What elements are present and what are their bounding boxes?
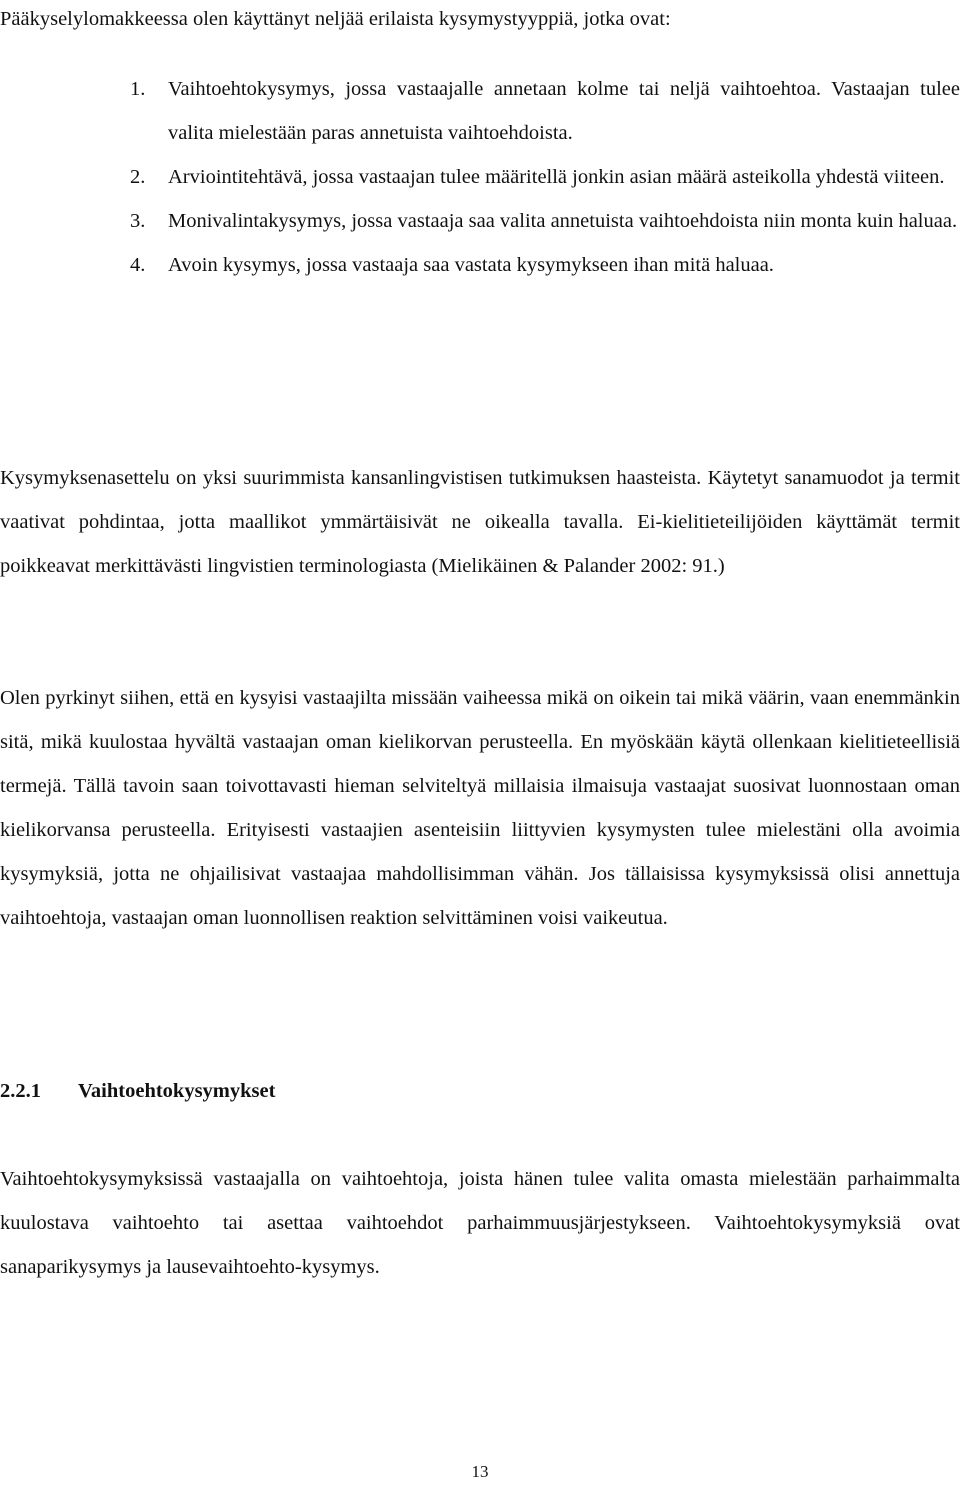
intro-text: Pääkyselylomakkeessa olen käyttänyt neljää erilaista kysymystyyppiä, jotka ovat: [0,8,671,30]
list-item-number: 4. [130,254,146,276]
section-number: 2.2.1 [0,1080,41,1102]
list-item-number: 3. [130,210,146,232]
list-item-text: Monivalintakysymys, jossa vastaaja saa valita annetuista vaihtoehdoista niin monta kuin haluaa. [168,210,958,232]
list-item [0,67,960,155]
list-item-text: Avoin kysymys, jossa vastaaja saa vastata kysymykseen ihan mitä haluaa. [168,254,774,276]
section-heading [0,1069,960,1113]
question-type-list [0,67,960,287]
page-number: 13 [471,1462,489,1481]
paragraph-question-design: Kysymyksenasettelu on yksi suurimmista kansanlingvistisen tutkimuksen haasteista. Käytetyt sanamuodot ja termit vaativat pohdintaa, jotta maallikot ymmärtäisivät ne oikealla tavalla. Ei-kielitieteilijöiden käyttämät termit poikkeavat merkittävästi lingvistien terminologiasta (Mielikäinen & Palander 2002: 91.) [0,467,960,577]
list-item-number: 2. [130,166,146,188]
list-item [0,243,960,287]
paragraph-method: Olen pyrkinyt siihen, että en kysyisi vastaajilta missään vaiheessa mikä on oikein tai mikä väärin, vaan enemmänkin sitä, mikä kuulostaa hyvältä vastaajan oman kielikorvan perusteella. En myöskään käytä ollenkaan kielitieteellisiä termejä. Tällä tavoin saan toivottavasti hieman selviteltyä millaisia ilmaisuja vastaajat suosivat luonnostaan oman kielikorvansa perusteella. Erityisesti vastaajien asenteisiin liittyvien kysymysten tulee mielestäni olla avoimia kysymyksiä, jotta ne ohjailisivat vastaajaa mahdollisimman vähän. Jos tällaisissa kysymyksissä olisi annettuja vaihtoehtoja, vastaajan oman luonnollisen reaktion selvittäminen voisi vaikeutua. [0,687,960,929]
list-item-text: Vaihtoehtokysymys, jossa vastaajalle annetaan kolme tai neljä vaihtoehtoa. Vastaajan tulee valita mielestään paras annetuista vaihtoehdoista. [168,78,960,144]
list-item [0,155,960,199]
section-title: Vaihtoehtokysymykset [78,1080,276,1102]
list-item [0,199,960,243]
list-item-number: 1. [130,78,146,100]
list-item-text: Arviointitehtävä, jossa vastaajan tulee määritellä jonkin asian määrä asteikolla yhdestä viiteen. [168,166,945,188]
paragraph-choice-questions: Vaihtoehtokysymyksissä vastaajalla on vaihtoehtoja, joista hänen tulee valita omasta mielestään parhaimmalta kuulostava vaihtoehto tai asettaa vaihtoehdot parhaimmuusjärjestykseen. Vaihtoehtokysymyksiä ovat sanaparikysymys ja lausevaihtoehto-kysymys. [0,1168,960,1278]
